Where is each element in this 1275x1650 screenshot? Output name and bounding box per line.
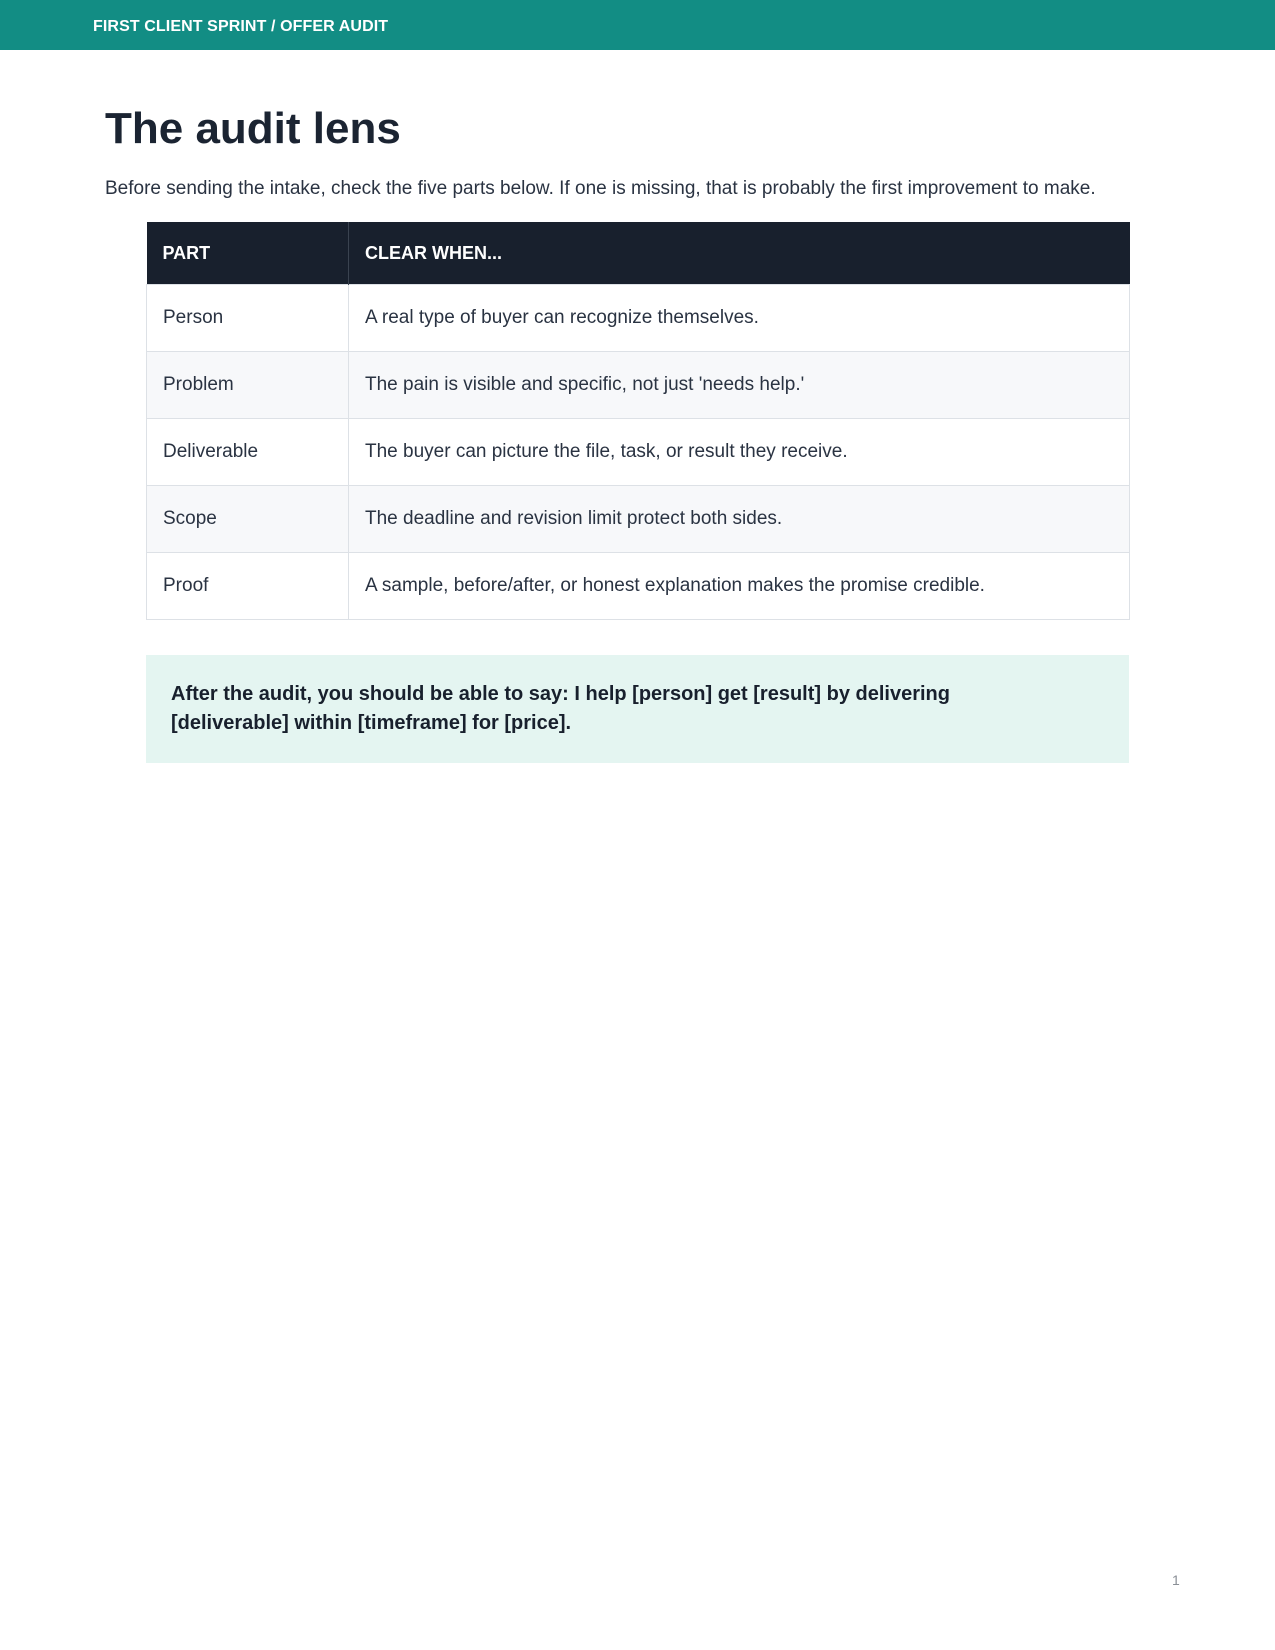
clear-when-cell: A sample, before/after, or honest explanation makes the promise credible. [349, 553, 1130, 620]
part-cell: Scope [147, 486, 349, 553]
intro-text: Before sending the intake, check the five parts below. If one is missing, that is probably the first improvement to make. [105, 178, 1096, 199]
table-row [147, 285, 1130, 352]
clear-when-cell: The pain is visible and specific, not just 'needs help.' [349, 352, 1130, 419]
callout-box [146, 655, 1129, 763]
clear-when-cell: The deadline and revision limit protect both sides. [349, 486, 1130, 553]
part-cell: Problem [147, 352, 349, 419]
table-row [147, 419, 1130, 486]
table-row [147, 486, 1130, 553]
part-cell: Proof [147, 553, 349, 620]
part-cell: Person [147, 285, 349, 352]
header-label: FIRST CLIENT SPRINT / OFFER AUDIT [93, 18, 389, 35]
callout-text: After the audit, you should be able to say: I help [person] get [result] by delivering [deliverable] within [timeframe] for [price]. [171, 683, 950, 734]
clear-when-cell: The buyer can picture the file, task, or result they receive. [349, 419, 1130, 486]
column-header-clear-when: CLEAR WHEN... [349, 222, 1130, 285]
audit-table [146, 222, 1130, 620]
part-cell: Deliverable [147, 419, 349, 486]
column-header-part: PART [147, 222, 349, 285]
page-number: 1 [1172, 1572, 1180, 1588]
clear-when-cell: A real type of buyer can recognize themselves. [349, 285, 1130, 352]
table-header-row [147, 222, 1130, 285]
header-bar [0, 0, 1275, 50]
table-row [147, 352, 1130, 419]
table-row [147, 553, 1130, 620]
page-title: The audit lens [105, 104, 401, 153]
